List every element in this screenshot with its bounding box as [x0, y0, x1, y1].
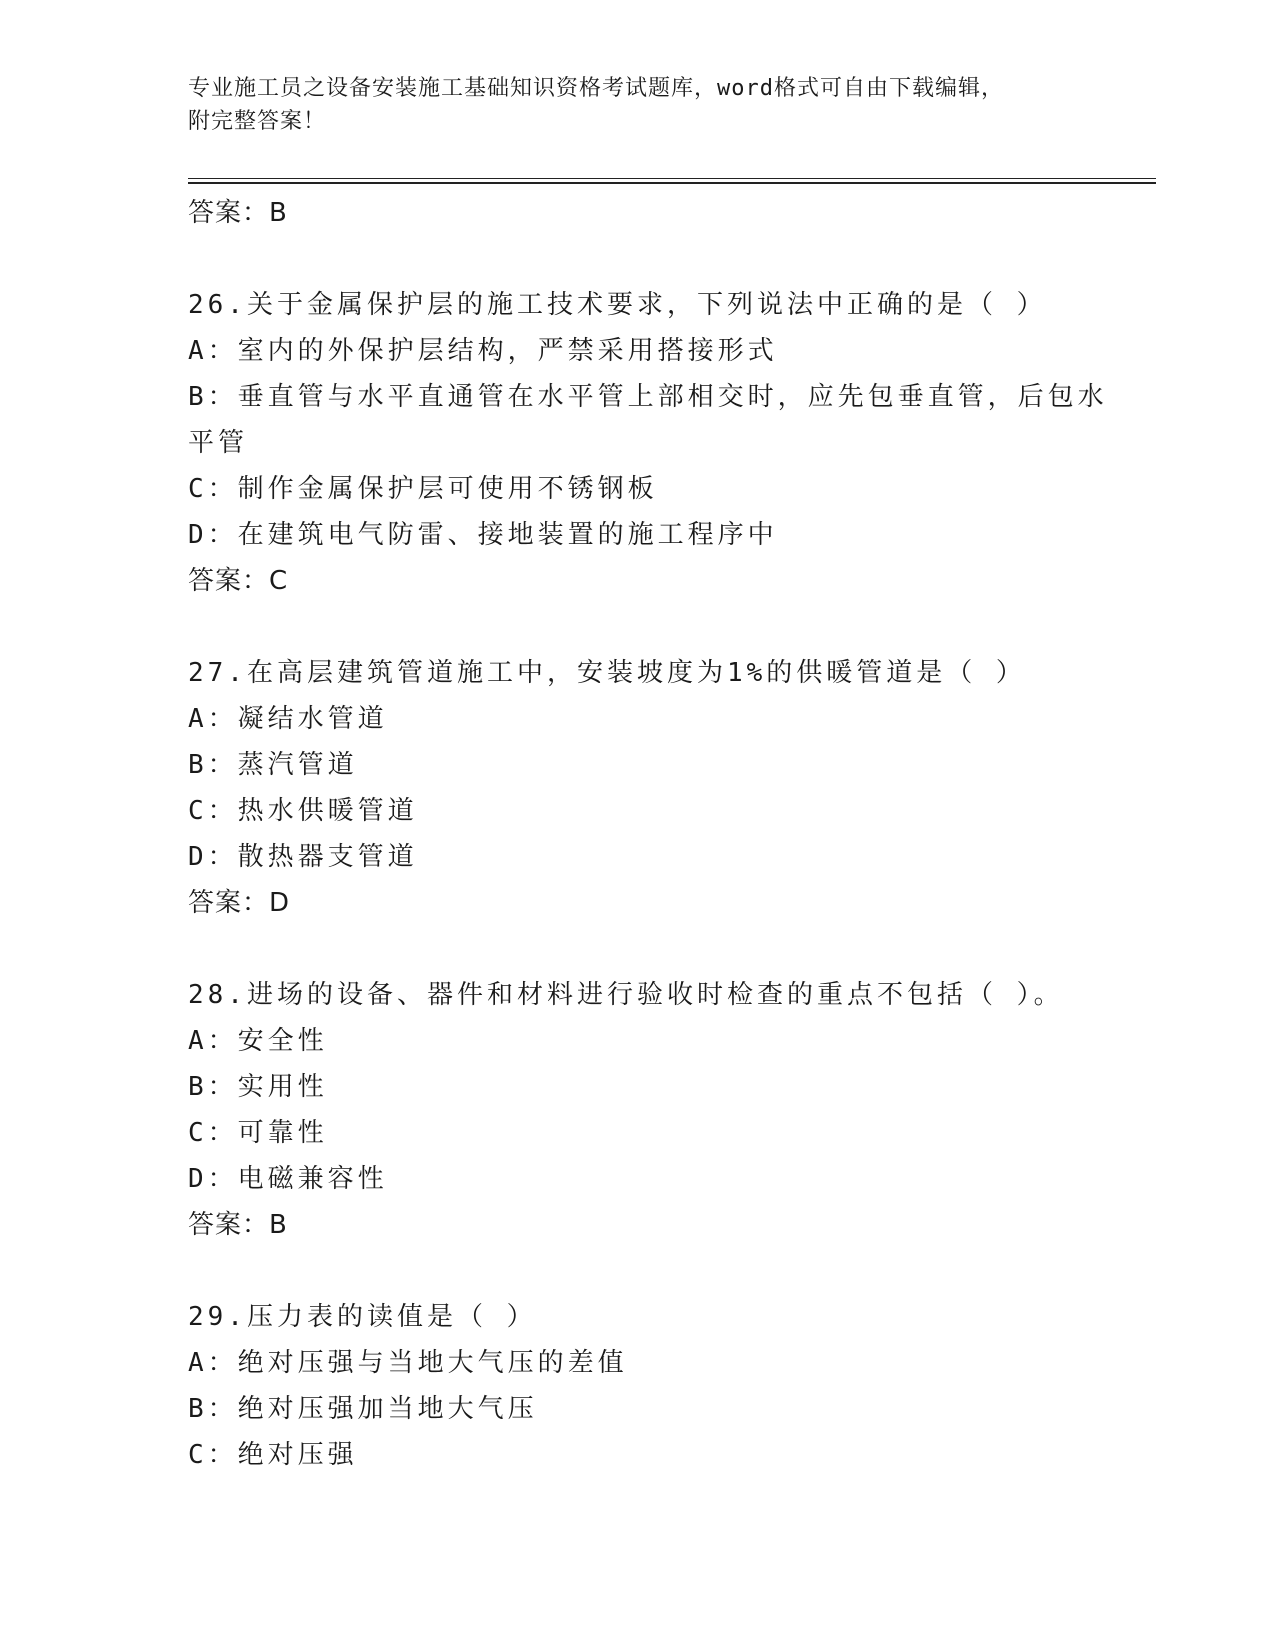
answer-line: 答案：D [188, 888, 291, 918]
question-block [188, 650, 1088, 926]
option-a: A：安全性 [188, 1026, 328, 1056]
option-b: B：绝对压强加当地大气压 [188, 1394, 538, 1424]
option-b: B：蒸汽管道 [188, 750, 358, 780]
question-stem: 29.压力表的读值是（ ） [188, 1302, 537, 1332]
question-stem: 28.进场的设备、器件和材料进行验收时检查的重点不包括（ ）。 [188, 980, 1064, 1010]
option-d: D：在建筑电气防雷、接地装置的施工程序中 [188, 520, 778, 550]
spacer [188, 1248, 1088, 1294]
option-d: D：电磁兼容性 [188, 1164, 388, 1194]
option-c: C：制作金属保护层可使用不锈钢板 [188, 474, 658, 504]
question-block [188, 282, 1108, 604]
question-list [188, 190, 1108, 1478]
document-header [188, 72, 1068, 138]
option-c: C：可靠性 [188, 1118, 328, 1148]
question-stem: 26.关于金属保护层的施工技术要求，下列说法中正确的是（ ） [188, 290, 1047, 320]
option-b-continued: 平管 [188, 428, 249, 458]
header-line-2: 附完整答案！ [188, 109, 327, 134]
header-divider-thick [188, 182, 1156, 184]
option-c: C：绝对压强 [188, 1440, 358, 1470]
option-d: D：散热器支管道 [188, 842, 418, 872]
option-b: B：实用性 [188, 1072, 328, 1102]
answer-line: 答案：B [188, 1210, 288, 1240]
spacer [188, 604, 1088, 650]
answer-line: 答案：C [188, 566, 289, 596]
answer-line: 答案：B [188, 198, 288, 228]
option-a: A：室内的外保护层结构，严禁采用搭接形式 [188, 336, 778, 366]
header-line-1: 专业施工员之设备安装施工基础知识资格考试题库，word格式可自由下载编辑， [188, 76, 1004, 101]
spacer [188, 236, 1088, 282]
header-divider-thin [188, 178, 1156, 179]
option-a: A：凝结水管道 [188, 704, 388, 734]
question-block [188, 972, 1088, 1248]
option-a: A：绝对压强与当地大气压的差值 [188, 1348, 628, 1378]
option-b: B：垂直管与水平直通管在水平管上部相交时，应先包垂直管，后包水 [188, 382, 1108, 412]
question-stem: 27.在高层建筑管道施工中，安装坡度为1%的供暖管道是（ ） [188, 658, 1026, 688]
spacer [188, 926, 1088, 972]
question-block [188, 1294, 1088, 1478]
option-c: C：热水供暖管道 [188, 796, 418, 826]
